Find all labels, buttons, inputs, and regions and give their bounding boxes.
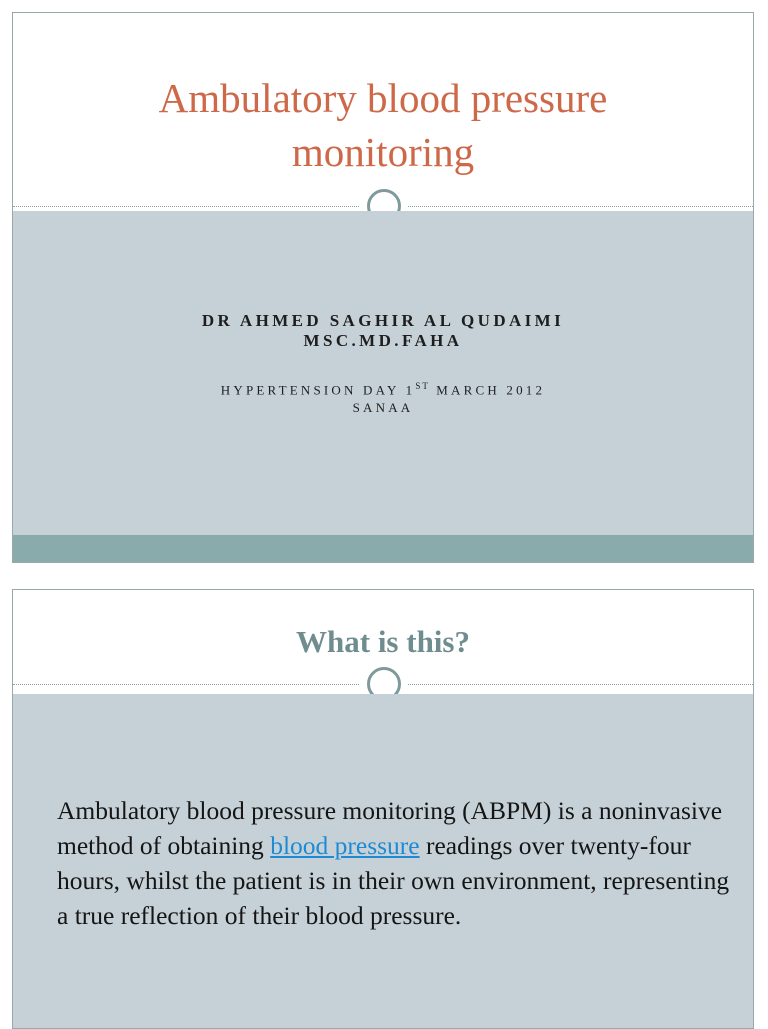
- presentation-title: [13, 71, 753, 179]
- event-date-suffix: MARCH 2012: [429, 382, 546, 398]
- event-location: SANAA: [352, 400, 414, 416]
- title-area: [13, 13, 753, 207]
- footer-band: [13, 535, 753, 562]
- event-date-prefix: HYPERTENSION DAY 1: [220, 382, 416, 398]
- title-slide: [12, 12, 754, 563]
- author-credentials: MSC.MD.FAHA: [303, 331, 463, 350]
- content-slide: [12, 589, 754, 1029]
- blood-pressure-link[interactable]: blood pressure: [270, 831, 420, 860]
- event-date: [13, 377, 753, 399]
- subtitle-area: [13, 211, 753, 537]
- title-line-2: monitoring: [291, 129, 475, 175]
- body-paragraph: [57, 793, 737, 933]
- slide-title: What is this?: [296, 624, 470, 659]
- author-block: [13, 311, 753, 351]
- title-line-1: Ambulatory blood pressure: [158, 75, 608, 121]
- author-name: DR AHMED SAGHIR AL QUDAIMI: [201, 311, 565, 330]
- paragraph-text-end: readings over twenty-four hours, whilst the patient is in their own environment, representing a true reflection of their blood pressure.: [57, 831, 730, 930]
- event-date-ordinal: ST: [415, 381, 430, 391]
- event-block: [13, 377, 753, 417]
- paragraph-text-start: Ambulatory blood pressure monitoring (ABPM) is a noninvasive method of obtaining: [57, 796, 723, 860]
